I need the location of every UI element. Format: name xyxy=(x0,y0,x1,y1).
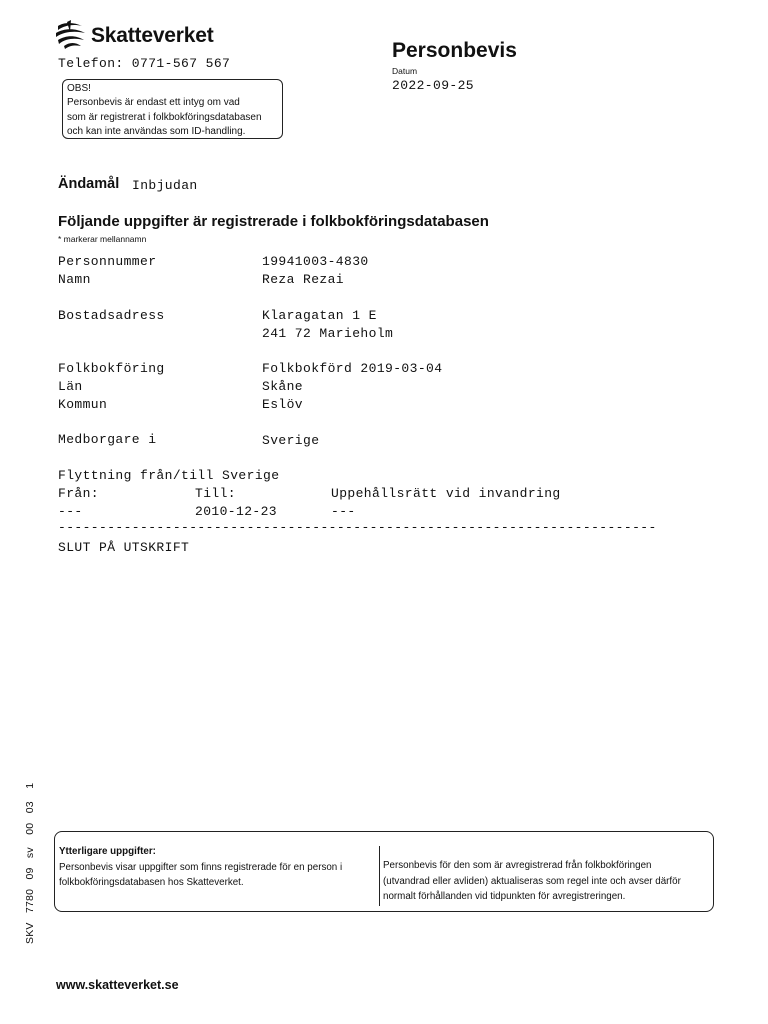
section-note: * markerar mellannamn xyxy=(58,234,147,244)
notice-heading: OBS! xyxy=(67,83,91,94)
medborgare-label: Medborgare i xyxy=(58,432,157,447)
date-value: 2022-09-25 xyxy=(392,78,475,93)
info-divider xyxy=(379,846,380,906)
migration-from-value: --- xyxy=(58,504,83,519)
info-right-line: Personbevis för den som är avregistrerad från folkbokföringen xyxy=(383,860,652,871)
info-right-line: normalt förhållanden vid tidpunkten för avregistreringen. xyxy=(383,891,626,902)
phone-number: Telefon: 0771-567 567 xyxy=(58,56,231,71)
medborgare-value: Sverige xyxy=(262,433,320,448)
lan-label: Län xyxy=(58,379,83,394)
info-right-column xyxy=(383,858,681,905)
personnummer-value: 19941003-4830 xyxy=(262,254,369,269)
info-box xyxy=(54,831,714,912)
purpose-value: Inbjudan xyxy=(132,178,198,193)
info-left-line: folkbokföringsdatabasen hos Skatteverket. xyxy=(59,877,244,888)
skatteverket-logo xyxy=(54,20,214,52)
migration-to-value: 2010-12-23 xyxy=(195,504,278,519)
info-left-column xyxy=(59,844,342,891)
info-left-line: Personbevis visar uppgifter som finns registrerade för en person i xyxy=(59,861,343,873)
folkbokforing-value: Folkbokförd 2019-03-04 xyxy=(262,361,443,376)
dashed-divider: ------------------------------------------------------------------------- xyxy=(58,520,657,535)
migration-header-to: Till: xyxy=(195,486,237,501)
kommun-value: Eslöv xyxy=(262,397,304,412)
info-heading: Ytterligare uppgifter: xyxy=(59,846,156,857)
info-right-line: (utvandrad eller avliden) aktualiseras som regel inte och avser därför xyxy=(383,875,681,887)
website-link[interactable]: www.skatteverket.se xyxy=(56,978,179,992)
date-label: Datum xyxy=(392,66,418,76)
end-of-printout: SLUT PÅ UTSKRIFT xyxy=(58,540,190,555)
notice-line: som är registrerat i folkbokföringsdatabasen xyxy=(67,111,262,123)
notice-box xyxy=(62,79,283,139)
namn-value: Reza Rezai xyxy=(262,272,345,287)
migration-header-residence: Uppehållsrätt vid invandring xyxy=(331,486,561,501)
logo-text: Skatteverket xyxy=(91,24,214,47)
migration-residence-value: --- xyxy=(331,504,356,519)
personnummer-label: Personnummer xyxy=(58,254,157,269)
folkbokforing-label: Folkbokföring xyxy=(58,361,165,376)
form-code: SKV 7780 09 sv 00 03 1 xyxy=(24,782,36,944)
lan-value: Skåne xyxy=(262,379,304,394)
notice-line: Personbevis är endast ett intyg om vad xyxy=(67,97,240,109)
section-title: Följande uppgifter är registrerade i folkbokföringsdatabasen xyxy=(58,213,489,230)
namn-label: Namn xyxy=(58,272,91,287)
migration-title: Flyttning från/till Sverige xyxy=(58,468,280,483)
skatteverket-crown-icon xyxy=(54,20,88,52)
notice-line: och kan inte användas som ID-handling. xyxy=(67,125,246,137)
purpose-label: Ändamål xyxy=(58,176,120,192)
document-title: Personbevis xyxy=(392,39,517,62)
migration-header-from: Från: xyxy=(58,486,100,501)
bostadsadress-postal: 241 72 Marieholm xyxy=(262,326,394,341)
bostadsadress-street: Klaragatan 1 E xyxy=(262,308,377,323)
kommun-label: Kommun xyxy=(58,397,108,412)
bostadsadress-label: Bostadsadress xyxy=(58,308,165,323)
